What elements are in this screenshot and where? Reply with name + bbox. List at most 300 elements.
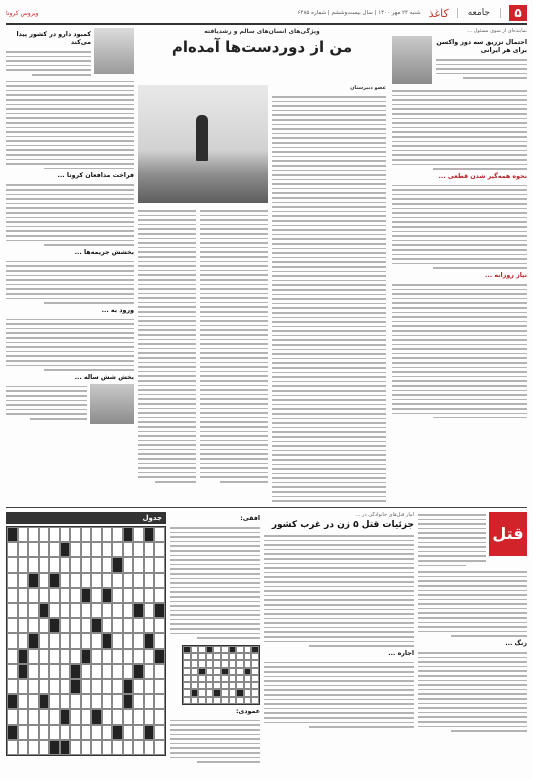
crossword-cell — [7, 725, 18, 740]
crossword-cell — [49, 603, 60, 618]
solution-cell — [191, 675, 199, 682]
crossword-cell — [102, 633, 113, 648]
crossword-cell — [123, 709, 134, 724]
crossword-cell — [133, 664, 144, 679]
crossword-cell — [123, 633, 134, 648]
feature-byline: عضو دبیرستان — [350, 85, 386, 91]
crossword-cell — [18, 709, 29, 724]
solution-cell — [221, 697, 229, 704]
crossword-cell — [91, 679, 102, 694]
solution-cell — [183, 660, 191, 667]
crossword-cell — [18, 618, 29, 633]
solution-cell — [229, 668, 237, 675]
feature-kicker: ویژگی‌های انسان‌های سالم و رشدیافته — [204, 28, 320, 35]
crossword-cell — [112, 557, 123, 572]
crossword-cell — [60, 709, 71, 724]
crossword-cell — [154, 557, 165, 572]
bottom-headline: جزئیات قتل ۵ زن در غرب کشور — [271, 520, 414, 530]
bottom-right-column — [418, 512, 527, 774]
solution-cell — [236, 660, 244, 667]
crossword-cell — [60, 649, 71, 664]
feature-photo — [138, 85, 268, 203]
crossword-cell — [123, 649, 134, 664]
crossword-cell — [7, 633, 18, 648]
solution-cell — [221, 689, 229, 696]
crossword-cell — [70, 649, 81, 664]
crossword-cell — [133, 633, 144, 648]
bottom-story — [264, 512, 414, 774]
crossword-cell — [154, 573, 165, 588]
crossword-cell — [102, 557, 113, 572]
crossword-cell — [123, 603, 134, 618]
crossword-cell — [60, 527, 71, 542]
crossword-cell — [154, 542, 165, 557]
crossword-cell — [28, 694, 39, 709]
crossword-cell — [7, 679, 18, 694]
crossword-horizontal-label: افقی: — [240, 515, 260, 522]
crossword-cell — [18, 679, 29, 694]
right-column — [392, 28, 527, 418]
crossword-cell — [60, 603, 71, 618]
right-subhead-2: نیاز روزانه ... — [485, 271, 527, 279]
crossword-cell — [123, 573, 134, 588]
solution-cell — [191, 668, 199, 675]
crossword-cell — [102, 603, 113, 618]
crossword-cell — [7, 588, 18, 603]
solution-cell — [213, 660, 221, 667]
crossword-cell — [39, 664, 50, 679]
crossword-cell — [81, 649, 92, 664]
section-divider — [6, 507, 527, 508]
crossword-cell — [49, 573, 60, 588]
crossword-cell — [28, 573, 39, 588]
crossword-cell — [39, 542, 50, 557]
crossword-cell — [91, 557, 102, 572]
feature-headline: من از دوردست‌ها آمده‌ام — [171, 38, 353, 56]
crossword-cell — [39, 588, 50, 603]
crossword-cell — [123, 679, 134, 694]
crossword-cell — [60, 679, 71, 694]
crossword-cell — [123, 527, 134, 542]
crossword-cell — [28, 618, 39, 633]
solution-cell — [244, 689, 252, 696]
crossword-cell — [7, 740, 18, 755]
solution-cell — [251, 668, 259, 675]
crossword-cell — [39, 557, 50, 572]
crossword-cell — [144, 542, 155, 557]
crossword-cell — [60, 573, 71, 588]
solution-cell — [244, 653, 252, 660]
crossword-cell — [49, 588, 60, 603]
crossword-cell — [154, 588, 165, 603]
solution-cell — [213, 689, 221, 696]
crossword-cell — [7, 709, 18, 724]
crossword-cell — [60, 740, 71, 755]
solution-cell — [183, 697, 191, 704]
crossword-cell — [133, 618, 144, 633]
solution-cell — [191, 653, 199, 660]
crossword-cell — [133, 573, 144, 588]
crossword-cell — [70, 725, 81, 740]
crossword-cell — [154, 664, 165, 679]
solution-cell — [229, 697, 237, 704]
crossword-cell — [7, 649, 18, 664]
crossword-cell — [49, 633, 60, 648]
solution-cell — [213, 697, 221, 704]
solution-cell — [251, 660, 259, 667]
solution-cell — [213, 646, 221, 653]
crossword-cell — [112, 588, 123, 603]
crossword-cell — [102, 694, 113, 709]
solution-cell — [213, 675, 221, 682]
crossword-cell — [91, 649, 102, 664]
crossword-cell — [39, 725, 50, 740]
solution-cell — [191, 697, 199, 704]
crossword-cell — [112, 618, 123, 633]
crossword-cell — [123, 664, 134, 679]
crossword-cell — [81, 588, 92, 603]
murder-badge: قتل — [489, 512, 527, 556]
solution-cell — [206, 646, 214, 653]
crossword-cell — [123, 740, 134, 755]
crossword-cell — [81, 557, 92, 572]
crossword-title: جدول — [6, 512, 166, 524]
solution-cell — [236, 646, 244, 653]
crossword-cell — [28, 664, 39, 679]
crossword-cell — [18, 573, 29, 588]
crossword-cell — [18, 557, 29, 572]
crossword-cell — [39, 694, 50, 709]
solution-cell — [221, 675, 229, 682]
bottom-kicker: آمار قتل‌های خانوادگی در ... — [355, 512, 414, 518]
solution-cell — [213, 653, 221, 660]
crossword-cell — [91, 633, 102, 648]
crossword-cell — [81, 740, 92, 755]
crossword-cell — [49, 694, 60, 709]
solution-cell — [236, 682, 244, 689]
solution-cell — [229, 646, 237, 653]
crossword-cell — [102, 709, 113, 724]
crossword-cell — [144, 603, 155, 618]
solution-cell — [183, 689, 191, 696]
crossword-cell — [102, 573, 113, 588]
crossword-cell — [18, 664, 29, 679]
crossword-cell — [81, 573, 92, 588]
crossword-cell — [70, 740, 81, 755]
feature-text-col-2 — [200, 208, 268, 505]
crossword-cell — [28, 649, 39, 664]
crossword-cell — [102, 527, 113, 542]
solution-cell — [198, 660, 206, 667]
solution-cell — [206, 682, 214, 689]
crossword-cell — [133, 709, 144, 724]
crossword-cell — [91, 542, 102, 557]
solution-cell — [229, 660, 237, 667]
crossword-cell — [154, 649, 165, 664]
solution-cell — [183, 646, 191, 653]
crossword-cell — [70, 694, 81, 709]
solution-cell — [221, 660, 229, 667]
crossword-cell — [28, 542, 39, 557]
crossword-cell — [91, 709, 102, 724]
crossword-cell — [70, 573, 81, 588]
crossword-cell — [91, 603, 102, 618]
solution-cell — [244, 646, 252, 653]
crossword-cell — [18, 542, 29, 557]
crossword-cell — [102, 679, 113, 694]
solution-cell — [198, 668, 206, 675]
right-kicker: نماینده‌ای از سوی مسئول ... — [467, 28, 527, 34]
feature-text-col-3 — [138, 208, 196, 505]
left-headline-2: فراخت مدافعان کرونا ... — [57, 172, 134, 180]
solution-cell — [183, 668, 191, 675]
solution-cell — [198, 646, 206, 653]
solution-cell — [244, 682, 252, 689]
solution-cell — [206, 653, 214, 660]
crossword-cell — [70, 588, 81, 603]
crossword-cell — [70, 603, 81, 618]
crossword-cell — [154, 633, 165, 648]
crossword-cell — [60, 664, 71, 679]
crossword-cell — [112, 542, 123, 557]
crossword-cell — [112, 573, 123, 588]
crossword-cell — [39, 603, 50, 618]
solution-cell — [198, 653, 206, 660]
crossword-cell — [144, 573, 155, 588]
crossword-cell — [70, 633, 81, 648]
masthead-rule — [6, 23, 527, 25]
crossword-cell — [7, 694, 18, 709]
crossword-cell — [81, 679, 92, 694]
solution-cell — [198, 697, 206, 704]
crossword-cell — [70, 527, 81, 542]
crossword-cell — [70, 557, 81, 572]
crossword-cell — [144, 633, 155, 648]
crossword-cell — [133, 649, 144, 664]
crossword-cell — [60, 557, 71, 572]
crossword-cell — [154, 618, 165, 633]
solution-cell — [251, 653, 259, 660]
solution-cell — [236, 689, 244, 696]
left-headline-5: بخش شش ساله ... — [74, 373, 134, 381]
crossword-cell — [102, 725, 113, 740]
crossword-cell — [28, 679, 39, 694]
crossword-cell — [102, 664, 113, 679]
crossword-cell — [144, 679, 155, 694]
crossword-cell — [18, 740, 29, 755]
crossword-cell — [144, 709, 155, 724]
solution-cell — [251, 646, 259, 653]
crossword-cell — [81, 633, 92, 648]
crossword-cell — [39, 573, 50, 588]
crossword-cell — [7, 664, 18, 679]
previous-solution-grid — [182, 645, 260, 705]
crossword-cell — [112, 664, 123, 679]
crossword-cell — [39, 618, 50, 633]
crossword-cell — [91, 740, 102, 755]
crossword-cell — [60, 588, 71, 603]
solution-cell — [251, 689, 259, 696]
crossword-cell — [7, 542, 18, 557]
crossword-cell — [60, 542, 71, 557]
crossword-cell — [49, 542, 60, 557]
solution-cell — [221, 646, 229, 653]
crossword-cell — [112, 725, 123, 740]
crossword-cell — [123, 725, 134, 740]
crossword-cell — [49, 664, 60, 679]
right-subhead-1: نحوه همه‌گیر شدن قطعی ... — [438, 172, 527, 180]
solution-cell — [183, 682, 191, 689]
solution-cell — [236, 653, 244, 660]
crossword-cell — [39, 527, 50, 542]
crossword-cell — [7, 527, 18, 542]
crossword-cell — [112, 709, 123, 724]
crossword-cell — [112, 740, 123, 755]
crossword-cell — [112, 649, 123, 664]
solution-cell — [244, 668, 252, 675]
crossword-cell — [144, 557, 155, 572]
crossword-cell — [81, 542, 92, 557]
solution-cell — [191, 682, 199, 689]
crossword-cell — [49, 679, 60, 694]
crossword-cell — [28, 603, 39, 618]
crossword-cell — [28, 633, 39, 648]
crossword-cell — [154, 725, 165, 740]
crossword-cell — [144, 694, 155, 709]
portrait-photo — [392, 36, 432, 84]
crossword-cell — [49, 618, 60, 633]
crossword-cell — [91, 618, 102, 633]
standing-man-figure — [196, 115, 208, 161]
top-tag: ویروس کرونا — [6, 9, 39, 17]
crossword-cell — [112, 603, 123, 618]
crossword-cell — [123, 694, 134, 709]
crossword-cell — [133, 588, 144, 603]
crossword-cell — [18, 725, 29, 740]
crossword-cell — [60, 694, 71, 709]
crossword-cell — [144, 740, 155, 755]
feature-header — [138, 28, 386, 83]
solution-cell — [206, 697, 214, 704]
solution-cell — [229, 689, 237, 696]
crossword-cell — [112, 527, 123, 542]
crossword-cell — [7, 603, 18, 618]
left-bottom-photo — [90, 384, 134, 424]
crossword-cell — [133, 740, 144, 755]
crossword-cell — [91, 694, 102, 709]
crossword-cell — [70, 618, 81, 633]
crossword-cell — [39, 633, 50, 648]
crossword-cell — [28, 709, 39, 724]
left-column — [6, 28, 134, 498]
crossword-cell — [81, 709, 92, 724]
crossword-cell — [70, 664, 81, 679]
crossword-cell — [144, 527, 155, 542]
crossword-cell — [28, 557, 39, 572]
crossword-cell — [49, 709, 60, 724]
solution-cell — [251, 675, 259, 682]
crossword-cell — [60, 618, 71, 633]
solution-cell — [229, 653, 237, 660]
solution-cell — [221, 682, 229, 689]
solution-cell — [236, 697, 244, 704]
solution-cell — [229, 675, 237, 682]
crossword-cell — [91, 588, 102, 603]
crossword-cell — [154, 679, 165, 694]
crossword-cell — [28, 740, 39, 755]
crossword-cell — [39, 709, 50, 724]
crossword-cell — [144, 664, 155, 679]
crossword-cell — [102, 740, 113, 755]
crossword-cell — [18, 649, 29, 664]
crossword-cell — [81, 725, 92, 740]
solution-cell — [198, 682, 206, 689]
solution-cell — [191, 646, 199, 653]
crossword-cell — [123, 542, 134, 557]
solution-cell — [206, 675, 214, 682]
solution-cell — [251, 682, 259, 689]
solution-cell — [244, 675, 252, 682]
right-headline: احتمال تزریق سه دوز واکسن برای هر ایرانی — [436, 39, 527, 54]
crossword-cell — [18, 588, 29, 603]
solution-cell — [244, 697, 252, 704]
crossword-cell — [18, 633, 29, 648]
crossword-cell — [49, 527, 60, 542]
crossword-clues — [170, 512, 260, 772]
solution-cell — [198, 675, 206, 682]
left-headline-3: بخشش جریمه‌ها ... — [74, 248, 134, 256]
date-line: شنبه ۲۴ مهر ۱۴۰۰ | سال بیست‌وششم | شماره ۶۴۸۵ — [297, 10, 421, 16]
crossword-cell — [70, 709, 81, 724]
solution-cell — [244, 660, 252, 667]
crossword-cell — [133, 679, 144, 694]
crossword-cell — [154, 709, 165, 724]
crossword-cell — [39, 679, 50, 694]
section-name: جامعه — [457, 8, 501, 18]
masthead — [6, 4, 527, 22]
crossword-cell — [49, 557, 60, 572]
crossword-cell — [49, 725, 60, 740]
solution-cell — [198, 689, 206, 696]
crossword-cell — [133, 725, 144, 740]
pharmacy-photo — [94, 28, 134, 74]
crossword-cell — [144, 618, 155, 633]
solution-cell — [206, 689, 214, 696]
feature-text-col-1 — [272, 85, 386, 505]
crossword-cell — [60, 633, 71, 648]
crossword-cell — [123, 557, 134, 572]
solution-cell — [236, 668, 244, 675]
bottom-subhead-1: اجاره ... — [388, 649, 414, 657]
crossword-cell — [28, 725, 39, 740]
crossword-grid — [6, 526, 166, 756]
crossword-cell — [81, 603, 92, 618]
solution-cell — [251, 697, 259, 704]
crossword-cell — [39, 740, 50, 755]
crossword-cell — [123, 588, 134, 603]
crossword-cell — [123, 618, 134, 633]
solution-cell — [213, 668, 221, 675]
crossword-cell — [154, 603, 165, 618]
crossword-cell — [7, 573, 18, 588]
crossword-cell — [81, 694, 92, 709]
crossword-cell — [112, 633, 123, 648]
crossword-cell — [49, 740, 60, 755]
crossword-cell — [28, 588, 39, 603]
crossword-cell — [112, 694, 123, 709]
solution-cell — [229, 682, 237, 689]
solution-cell — [221, 653, 229, 660]
